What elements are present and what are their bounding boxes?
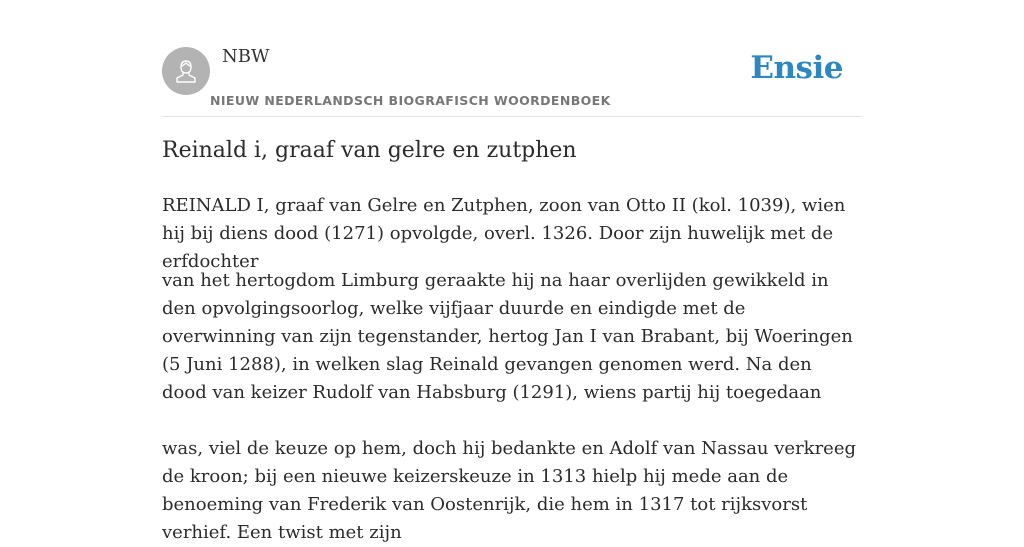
source-name[interactable]: NIEUW NEDERLANDSCH BIOGRAFISCH WOORDENBOEK	[210, 93, 611, 108]
article-paragraph: van het hertogdom Limburg geraakte hij na haar overlijden gewikkeld in den opvolgingsoorlog, welke vijfjaar duurde en eindigde met de overwinning van zijn tegenstander, hertog Jan I van Brabant, bij Woeringen (5 Juni 1288), in welken slag Reinald gevangen genomen werd. Na den dood van keizer Rudolf van Habsburg (1291), wiens partij hij toegedaan	[162, 270, 853, 403]
user-icon	[172, 57, 200, 85]
article-title: Reinald i, graaf van gelre en zutphen	[162, 138, 577, 163]
avatar[interactable]	[162, 47, 210, 95]
article-container	[162, 0, 862, 543]
author-name[interactable]: NBW	[222, 46, 270, 67]
site-logo[interactable]: Ensie	[750, 50, 843, 86]
article-paragraph: was, viel de keuze op hem, doch hij bedankte en Adolf van Nassau verkreeg de kroon; bij een nieuwe keizerskeuze in 1313 hielp hij mede aan de benoeming van Frederik van Oostenrijk, die hem in 1317 tot rijksvorst verhief. Een twist met zijn	[162, 438, 857, 543]
article-paragraph: REINALD I, graaf van Gelre en Zutphen, zoon van Otto II (kol. 1039), wien hij bij diens dood (1271) opvolgde, overl. 1326. Door zijn huwelijk met de erfdochter	[162, 195, 846, 272]
article-header	[162, 0, 862, 117]
